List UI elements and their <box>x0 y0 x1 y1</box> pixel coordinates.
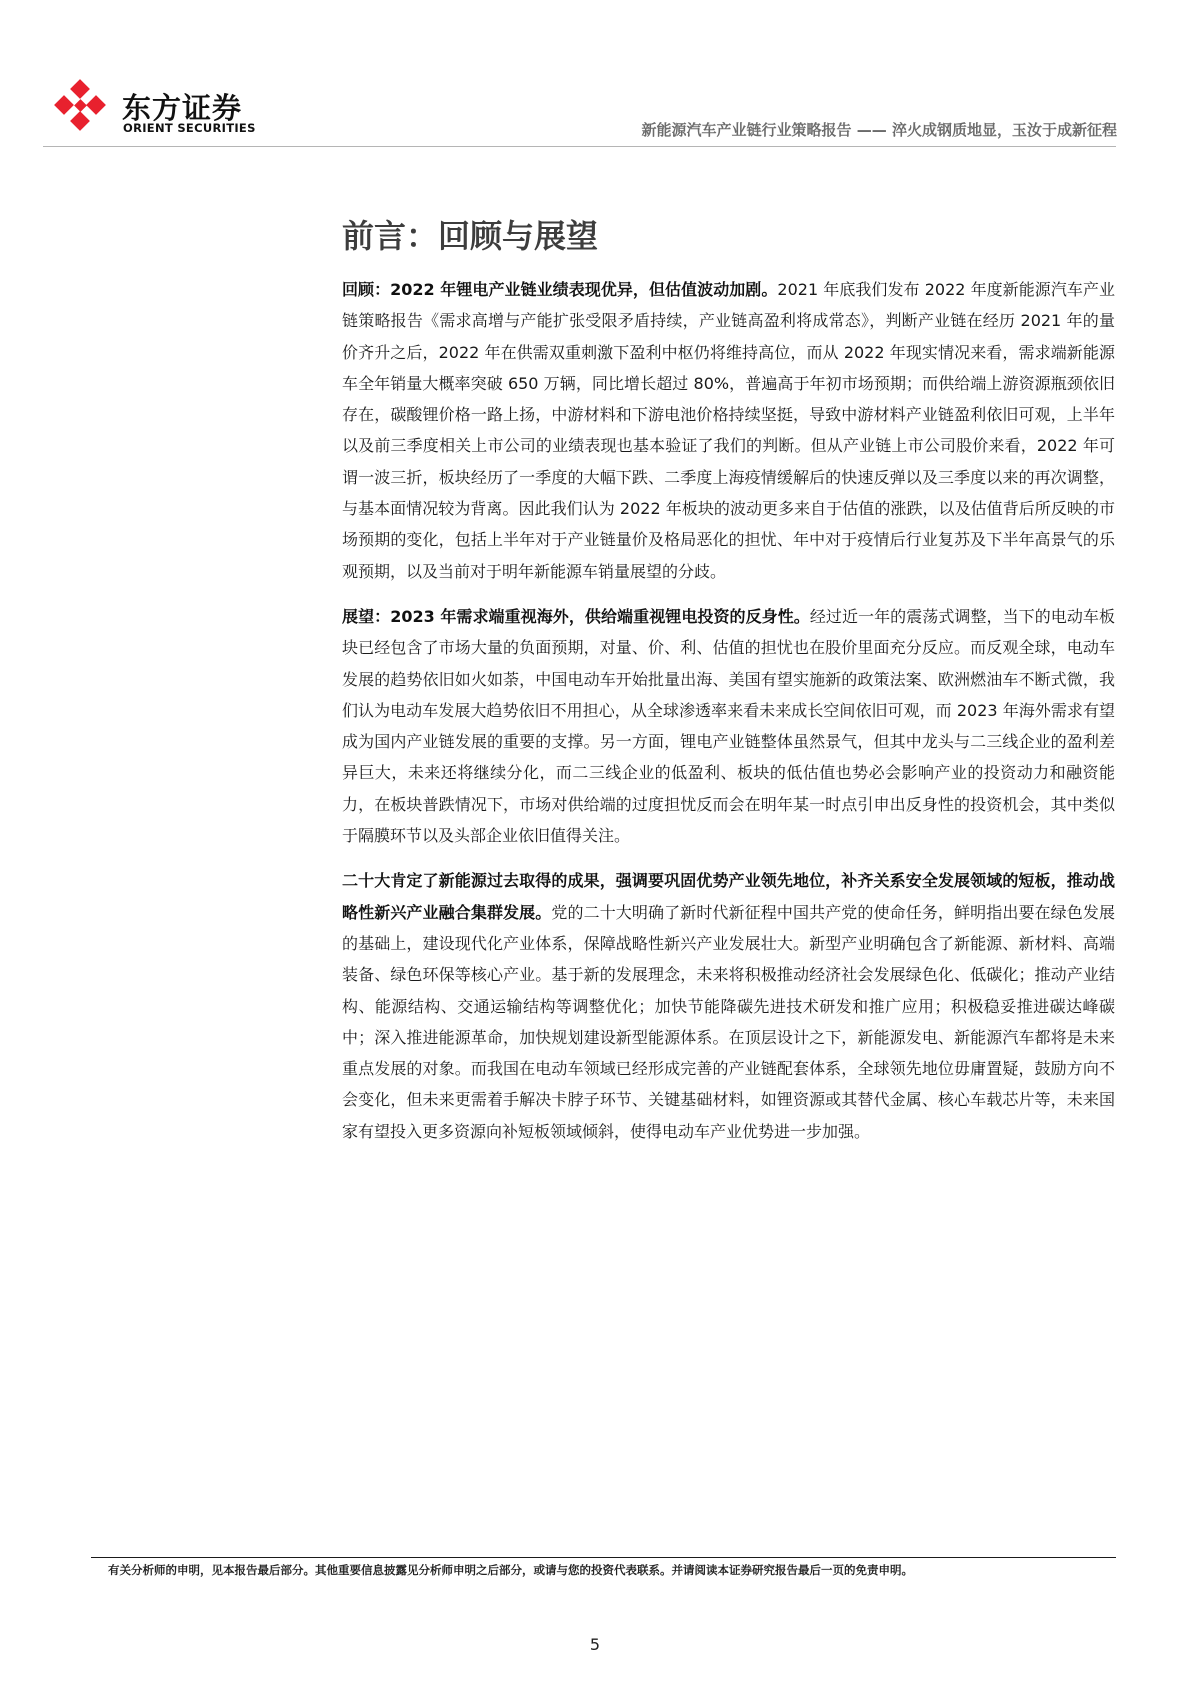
report-title: 新能源汽车产业链行业策略报告 —— 淬火成钢质地显，玉汝于成新征程 <box>641 121 1117 139</box>
paragraph-lead: 回顾：2022 年锂电产业链业绩表现优异，但估值波动加剧。 <box>342 280 778 299</box>
brand-name-chinese: 东方证券 <box>122 91 243 125</box>
brand-name-english: ORIENT SECURITIES <box>123 121 256 135</box>
main-content <box>342 210 1115 1161</box>
paragraph-body: 2021 年底我们发布 2022 年度新能源汽车产业链策略报告《需求高增与产能扩张受限矛盾持续，产业链高盈利将成常态》，判断产业链在经历 2021 年的量价齐升之后，2022 年在供需双重刺激下盈利中枢仍将维持高位，而从 2022 年现实情况来看，需求端新能源车全年销量大概率突破 650 万辆，同比增长超过 80%，普遍高于年初市场预期；而供给端上游资源瓶颈依旧存在，碳酸锂价格一路上扬，中游材料和下游电池价格持续坚挺，导致中游材料产业链盈利依旧可观，上半年以及前三季度相关上市公司的业绩表现也基本验证了我们的判断。但从产业链上市公司股价来看，2022 年可谓一波三折，板块经历了一季度的大幅下跌、二季度上海疫情缓解后的快速反弹以及三季度以来的再次调整，与基本面情况较为背离。因此我们认为 2022 年板块的波动更多来自于估值的涨跌，以及估值背后所反映的市场预期的变化，包括上半年对于产业链量价及格局恶化的担忧、年中对于疫情后行业复苏及下半年高景气的乐观预期，以及当前对于明年新能源车销量展望的分歧。 <box>342 280 1115 581</box>
paragraph-lead: 二十大肯定了新能源过去取得的成果，强调要巩固优势产业领先地位，补齐关系安全发展领域的短板，推动战略性新兴产业融合集群发展。 <box>342 871 1115 922</box>
header-divider <box>43 146 1116 147</box>
page-header <box>0 0 1190 150</box>
paragraph-body: 党的二十大明确了新时代新征程中国共产党的使命任务，鲜明指出要在绿色发展的基础上，建设现代化产业体系，保障战略性新兴产业发展壮大。新型产业明确包含了新能源、新材料、高端装备、绿色环保等核心产业。基于新的发展理念，未来将积极推动经济社会发展绿色化、低碳化；推动产业结构、能源结构、交通运输结构等调整优化；加快节能降碳先进技术研发和推广应用；积极稳妥推进碳达峰碳中；深入推进能源革命，加快规划建设新型能源体系。在顶层设计之下，新能源发电、新能源汽车都将是未来重点发展的对象。而我国在电动车领域已经形成完善的产业链配套体系，全球领先地位毋庸置疑，鼓励方向不会变化，但未来更需着手解决卡脖子环节、关键基础材料，如锂资源或其替代金属、核心车载芯片等，未来国家有望投入更多资源向补短板领域倾斜，使得电动车产业优势进一步加强。 <box>342 902 1115 1141</box>
footer-divider <box>91 1557 1116 1558</box>
orient-securities-logo-icon <box>54 79 110 135</box>
page-number: 5 <box>589 1635 601 1654</box>
paragraph-policy <box>342 865 1115 1147</box>
paragraph-lead: 展望：2023 年需求端重视海外，供给端重视锂电投资的反身性。 <box>342 606 810 626</box>
section-title: 前言：回顾与展望 <box>342 217 599 255</box>
paragraph-body: 经过近一年的震荡式调整，当下的电动车板块已经包含了市场大量的负面预期，对量、价、利、估值的担忧也在股价里面充分反应。而反观全球，电动车发展的趋势依旧如火如荼，中国电动车开始批量出海、美国有望实施新的政策法案、欧洲燃油车不断式微，我们认为电动车发展大趋势依旧不用担心，从全球渗透率来看未来成长空间依旧可观，而 2023 年海外需求有望成为国内产业链发展的重要的支撑。另一方面，锂电产业链整体虽然景气，但其中龙头与二三线企业的盈利差异巨大，未来还将继续分化，而二三线企业的低盈利、板块的低估值也势必会影响产业的投资动力和融资能力，在板块普跌情况下，市场对供给端的过度担忧反而会在明年某一时点引申出反身性的投资机会，其中类似于隔膜环节以及头部企业依旧值得关注。 <box>342 606 1115 846</box>
footer-disclaimer: 有关分析师的申明，见本报告最后部分。其他重要信息披露见分析师申明之后部分，或请与您的投资代表联系。并请阅读本证券研究报告最后一页的免责申明。 <box>108 1563 913 1577</box>
paragraph-review <box>342 274 1115 587</box>
paragraph-outlook <box>342 601 1115 851</box>
